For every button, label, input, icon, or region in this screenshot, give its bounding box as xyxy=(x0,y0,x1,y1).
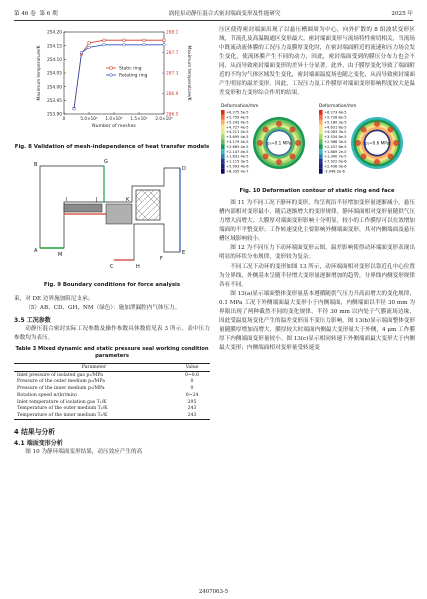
table-cell: 243 xyxy=(187,406,197,412)
data-point-static-ring xyxy=(103,39,105,41)
fig10-left-pressure-lobe xyxy=(257,140,263,146)
fig10-left-scale-label: +2.663 4e-5 xyxy=(226,145,249,150)
table-header-row xyxy=(14,363,210,371)
running-header xyxy=(14,6,413,20)
table-3 xyxy=(14,363,210,420)
page-footer: 2407063-5 xyxy=(198,589,229,595)
fig9-static-ring xyxy=(106,204,132,224)
fig10-left-scale-label: +4.727 4e-5 xyxy=(226,125,249,130)
fig9-hatched-block xyxy=(136,190,160,220)
fig10-right-pressure-lobe xyxy=(361,127,367,133)
table-cell: Pressure of the inner medium p₃/MPa xyxy=(17,386,105,392)
x-axis-label: Number of meshes xyxy=(92,124,136,129)
y-right-tick-label: 287.7 xyxy=(166,51,179,57)
fig10-left-pressure-lobe xyxy=(289,127,295,133)
fig10-right-scale-label: +4.083 3e-5 xyxy=(324,130,347,135)
fig9-label-m: M xyxy=(58,251,63,258)
legend-marker xyxy=(110,74,113,77)
section-4-1-heading: 4.1 端面变形分析 xyxy=(14,440,63,448)
fig10-right-scale-title: Deformation/mm xyxy=(319,104,357,110)
fig10-right-scale-label: +4.631 8e-5 xyxy=(324,125,347,130)
header-rule xyxy=(14,20,413,21)
fig9-label-k: K xyxy=(126,196,130,203)
fig8-caption: Fig. 8 Validation of mesh-independence of heat transfer models xyxy=(14,144,210,150)
fig10-left-scale-title: Deformation/mm xyxy=(221,104,259,110)
table-row xyxy=(14,406,210,413)
legend-label: Static ring xyxy=(119,66,142,72)
fig10-right-scale-swatch xyxy=(319,154,323,159)
fig10-left-scale-swatch xyxy=(221,154,225,159)
fig10-right-pressure-lobe xyxy=(361,154,367,160)
table-3-caption: Table 3 Mixed dynamic and static pressure seal working condition parameters xyxy=(15,345,209,360)
data-point-rotating-ring xyxy=(73,108,76,111)
fig10-left-scale-label: +1.631 4e-5 xyxy=(226,155,249,160)
table-cell: 0 xyxy=(190,379,194,385)
fig10-right-scale-label: +2.436 9e-6 xyxy=(324,164,347,169)
table-row xyxy=(14,385,210,392)
y-left-tick-label: 253.90 xyxy=(46,112,62,118)
y-right-axis-label: Maximum temperature/K xyxy=(186,45,191,101)
table-row xyxy=(14,378,210,385)
left-paragraph-3: 动静压混合密封实际工况参数及操作参数具体数值见表 3 所示，表中压力参数均为表压。 xyxy=(14,325,210,341)
fig10-left-pressure-lobe xyxy=(263,127,269,133)
fig10-right-pressure-lobe xyxy=(387,127,393,133)
y-left-tick-label: 254.20 xyxy=(46,30,62,36)
left-paragraph-1: 束，对 DE 边界施加阻尼支承； xyxy=(14,295,94,302)
y-left-tick-label: 254.00 xyxy=(46,85,62,91)
data-point-rotating-ring xyxy=(80,51,83,54)
right-column xyxy=(219,26,415,353)
table-header-parameter: Parameter xyxy=(14,363,174,371)
fig10-right-scale-label: -3.048 2e-6 xyxy=(324,169,345,174)
fig9-label-c: C xyxy=(110,263,114,270)
legend-label: Rotating ring xyxy=(119,73,148,79)
fig10-right-scale-label: +5.180 3e-5 xyxy=(324,120,347,125)
fig10-right-scale-label: +7.922 0e-6 xyxy=(324,159,347,164)
figure-8 xyxy=(14,26,210,152)
section-3-5-heading: 3.5 工况参数 xyxy=(14,316,51,324)
x-tick-label: 1.0×10⁶ xyxy=(105,116,123,121)
left-paragraph-4: 图 10 为静环端面变形结果，动压效应产生的高 xyxy=(25,449,143,456)
fig10-right-scale-swatch xyxy=(319,140,323,145)
table-cell: Pressure of the outer medium p₂/MPa xyxy=(17,379,105,385)
y-left-axis-label: Maximum temperature/K xyxy=(37,45,42,101)
fig10-left-scale-swatch xyxy=(221,110,225,115)
fig10-right-scale-swatch xyxy=(319,125,323,130)
table-cell: 295 xyxy=(187,399,197,405)
fig10-right-scale-label: +2.986 3e-5 xyxy=(324,140,347,145)
fig10-left-scale-label: +4.211 4e-5 xyxy=(226,130,249,135)
fig10-right-scale-swatch xyxy=(319,110,323,115)
right-paragraph-2: 图 11 为不同工况下静环的变形，均呈现沿半径增加变形量逐渐减小，悬压槽内部相对变形最小，随后逐渐增大的变形规律。静环端面相对变形量随供气压力增大而增大；大膜厚对端面变形影响十分明显，较小的工作膜厚可以在效增加端面的不平整变形；工作转速变化主要影响外侧端面变形，其对内侧端面及悬压槽区域影响较小。 xyxy=(219,200,415,243)
fig10-right-scale-label: +2.437 8e-5 xyxy=(324,145,347,150)
fig9-label-b: B xyxy=(34,161,38,168)
x-tick-label: 0 xyxy=(62,116,66,121)
fig10-left-scale-swatch xyxy=(221,115,225,120)
left-column xyxy=(14,26,210,457)
fig10-right-scale-label: +1.889 2e-5 xyxy=(324,150,347,155)
fig10-left-scale-label: +3.179 4e-5 xyxy=(226,140,249,145)
fig10-right-scale-swatch xyxy=(319,145,323,150)
fig10-left-scale-label: +2.147 4e-5 xyxy=(226,150,249,155)
table-row xyxy=(14,412,210,419)
y-left-tick-label: 254.05 xyxy=(46,71,62,77)
left-paragraph-2: （5）AB、CD、GH、NM（绿色）：施加泄漏腔内气体压力。 xyxy=(25,304,181,311)
fig10-right-scale-swatch xyxy=(319,120,323,125)
table-row xyxy=(14,371,210,378)
y-left-tick-label: 254.15 xyxy=(46,44,62,50)
table-cell: Rotation speed n/(kr/min) xyxy=(17,392,77,398)
fig10-right-pressure-lobe xyxy=(387,154,393,160)
right-paragraph-3: 图 12 为不同压力下动环端面变形云图，温差影响使得动环端面变形表现出明显的环状分布规律，变形较为复杂。 xyxy=(219,245,415,261)
fig10-left-annotation: p₁=0.1 MPa xyxy=(266,140,292,146)
header-issue: 第 6 期 xyxy=(39,11,58,17)
header-year: 2025 年 xyxy=(391,11,413,17)
table-row xyxy=(14,399,210,406)
x-tick-label: 2.0×10⁶ xyxy=(155,116,173,121)
x-tick-label: 5.0×10⁵ xyxy=(80,116,98,121)
fig10-left-scale-label: +1.115 3e-5 xyxy=(226,159,249,164)
fig10-left-pressure-lobe xyxy=(289,154,295,160)
fig10-left-pressure-lobe xyxy=(263,154,269,160)
fig10-left-scale-swatch xyxy=(221,145,225,150)
figure-10 xyxy=(219,101,415,196)
fig9-label-d: D xyxy=(182,165,186,172)
fig10-left-scale-label: +6.275 5e-5 xyxy=(226,110,249,115)
fig10-left-scale-swatch xyxy=(221,150,225,155)
y-left-tick-label: 254.10 xyxy=(46,57,62,63)
x-tick-label: 1.5×10⁶ xyxy=(130,116,148,121)
right-paragraph-4: 不同工况下动环的变形如图 13 所示，动环端面相对变形以靠近孔中心位置为分界线，外侧基本呈随半径增大变形量逐渐增加的趋势，分界线内侧变形规律各有不同。 xyxy=(219,263,415,288)
section-4-heading: 4 结果与分析 xyxy=(14,428,56,437)
fig10-right-scale-label: +3.534 8e-5 xyxy=(324,135,347,140)
fig10-left-scale-label: +5.759 4e-5 xyxy=(226,115,249,120)
table-cell: 0 xyxy=(190,386,194,392)
fig10-left-scale-swatch xyxy=(221,125,225,130)
fig9-label-a: A xyxy=(34,247,38,254)
fig9-label-e: E xyxy=(182,249,186,256)
fig10-right-pressure-lobe xyxy=(355,140,361,146)
table-cell: Temperature of the inner medium T₃/K xyxy=(14,412,174,419)
table-cell: 0~0.6 xyxy=(184,372,200,378)
fig10-left-pressure-lobe xyxy=(276,121,282,127)
fig10-contours xyxy=(219,101,415,183)
fig9-label-j: J xyxy=(96,196,98,203)
fig10-left-scale-swatch xyxy=(221,140,225,145)
header-volume: 第 46 卷 xyxy=(14,11,36,17)
fig10-left-scale-label: +5.993 4e-6 xyxy=(226,164,249,169)
fig10-left-scale-label: +3.695 4e-5 xyxy=(226,135,249,140)
fig10-right-scale-swatch xyxy=(319,164,323,169)
data-point-rotating-ring xyxy=(88,46,91,49)
fig10-left-scale-swatch xyxy=(221,130,225,135)
fig9-rotor-ring xyxy=(64,204,102,212)
table-header-value: Value xyxy=(174,363,210,371)
table-cell: Temperature of the outer medium T₂/K xyxy=(17,406,108,412)
fig10-right-pressure-lobe xyxy=(393,140,399,146)
fig10-right-scale-swatch xyxy=(319,159,323,164)
y-right-tick-label: 286.5 xyxy=(166,112,179,118)
data-point-static-ring xyxy=(88,42,90,44)
y-left-tick-label: 253.95 xyxy=(46,98,62,104)
fig10-right-scale-swatch xyxy=(319,115,323,120)
fig10-right-scale-swatch xyxy=(319,130,323,135)
fig10-right-scale-swatch xyxy=(319,169,323,174)
table-cell: 243 xyxy=(174,412,210,419)
table-cell: Inlet temperature of isolation gas T₁/K xyxy=(17,399,107,405)
fig10-caption: Fig. 10 Deformation contour of static ring end face xyxy=(239,188,395,195)
fig10-right-scale-label: +5.728 8e-5 xyxy=(324,115,347,120)
fig10-right-scale-swatch xyxy=(319,150,323,155)
right-paragraph-5: 图 13(a)显示端面整体变形量基本遵循随供气压力升高而增大的变化规律，0.1 MPa 工况下外侧端面最大变形小于内侧端面，内侧端面以半径 30 mm 为界限出现了两种截然不同的变化规律，半径 30 mm 以内处于气膜流场边缘，因此受温度场变化产生的温差变形而不变压力影响。图 13(b)显示端面整体变形量随膜厚增加而增大，膜厚较大时端面内侧最大变形量大于外侧，4 μm 工作膜厚下内侧端面变形量较小。图 13(c)显示相同转速下外侧端面最大变形大于内侧最大变形；内侧端面相对变形量受转速变 xyxy=(219,290,415,351)
data-point-static-ring xyxy=(163,39,165,41)
fig9-label-h: H xyxy=(136,263,140,270)
right-paragraph-1: 压区使得密封端面出现了以悬压槽圆周为中心，向外扩散的 8 组波状变形区域，节流孔及高温隔通区变形最大。密封端面变形与流场特性密切相关，当流场中既流动流体膜的工况压力及膜厚变化时，在密封端面附近的流速和压力场会发生变化，使流体膜产生不同的动力，因此，密封端面受到的膜压分布力也会不同，从而导致密封端面变形的差异十分显著。此外，由于膜厚变化导致了端面附近的不均匀气体区域发生变化，密封端面温度场也随之变化，从而导致密封端面产生明显的温差变形。因此，工况压力及工作膜厚对端面变形影响程度较大是温差变形和力变形综合作用的结果。 xyxy=(219,27,415,97)
fig9-label-g: G xyxy=(104,158,108,165)
fig10-right-scale-swatch xyxy=(319,135,323,140)
fig10-right-scale-label: +6.273 4e-5 xyxy=(324,110,347,115)
fig10-left-scale-label: +8.335 4e-7 xyxy=(226,169,249,174)
fig9-diagram xyxy=(14,156,210,278)
table-cell: 0~24 xyxy=(185,392,199,398)
fig10-left-scale-swatch xyxy=(221,159,225,164)
data-point-static-ring xyxy=(143,39,145,41)
legend-marker xyxy=(110,67,112,69)
y-right-tick-label: 287.3 xyxy=(166,71,179,77)
fig10-left-pressure-lobe xyxy=(295,140,301,146)
fig10-left-scale-swatch xyxy=(221,120,225,125)
fig9-label-i: I xyxy=(66,196,68,203)
fig10-left-scale-swatch xyxy=(221,135,225,140)
header-title: 涡轮泵动静压混合式密封端面变形及性能研究 xyxy=(168,11,281,17)
fig10-left-scale-label: +5.243 4e-5 xyxy=(226,120,249,125)
table-cell: Inlet pressure of isolated gas p₁/MPa xyxy=(17,372,104,378)
fig8-chart xyxy=(14,26,210,138)
data-point-static-ring xyxy=(123,39,125,41)
data-point-rotating-ring xyxy=(143,44,146,47)
data-point-rotating-ring xyxy=(123,44,126,47)
fig10-right-pressure-lobe xyxy=(374,121,380,127)
fig10-left-scale-swatch xyxy=(221,164,225,169)
figure-9 xyxy=(14,156,210,290)
data-point-rotating-ring xyxy=(103,44,106,47)
fig9-label-f: F xyxy=(160,255,163,262)
fig10-right-annotation: p₁=0.6 MPa xyxy=(364,140,390,146)
fig9-caption: Fig. 9 Boundary conditions for force analysis xyxy=(43,281,181,288)
table-row xyxy=(14,392,210,399)
fig10-left-pressure-lobe xyxy=(276,159,282,165)
header-volume-issue xyxy=(14,9,58,17)
fig10-left-scale-swatch xyxy=(221,169,225,174)
y-right-tick-label: 286.9 xyxy=(166,92,179,98)
y-right-tick-label: 288.1 xyxy=(166,30,179,36)
fig10-right-scale-label: +1.340 7e-5 xyxy=(324,155,347,160)
data-point-rotating-ring xyxy=(163,44,166,47)
fig10-right-pressure-lobe xyxy=(374,159,380,165)
